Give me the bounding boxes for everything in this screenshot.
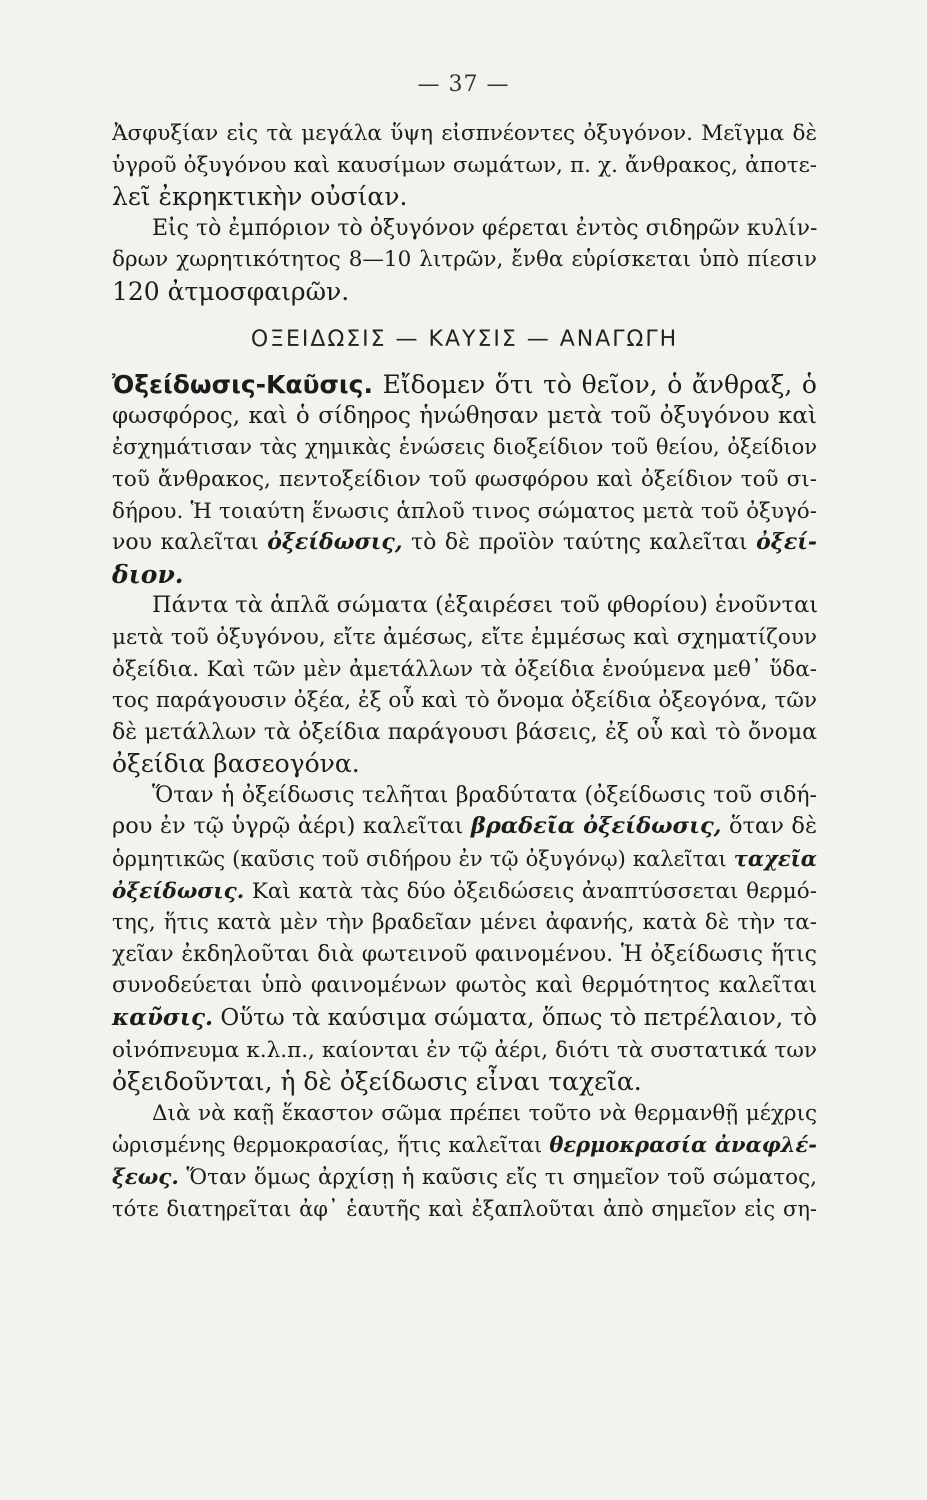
- text-line: Εἰς τὸ ἐμπόριον τὸ ὀξυγόνον φέρεται ἐντὸς σιδηρῶν κυλίν-: [152, 215, 818, 241]
- term-emphasis: ὀξεί-: [756, 529, 817, 556]
- page-body: [112, 118, 817, 1225]
- text-line: Πάντα τὰ ἁπλᾶ σώματα (ἐξαιρέσει τοῦ φθορίου) ἑνοῦνται: [152, 592, 819, 619]
- section-heading: ΟΞΕΙΔΩΣΙΣ — ΚΑΥΣΙΣ — ΑΝΑΓΩΓΗ: [250, 326, 679, 352]
- text-line: οἰνόπνευμα κ.λ.π., καίονται ἐν τῷ ἀέρι, διότι τὰ συστατικά των: [112, 1037, 817, 1063]
- text-line: δήρου. Ἡ τοιαύτη ἕνωσις ἁπλοῦ τινος σώματος μετὰ τοῦ ὀξυγό-: [112, 498, 817, 524]
- text-line: δρων χωρητικότητος 8—10 λιτρῶν, ἔνθα εὑρίσκεται ὑπὸ πίεσιν: [112, 247, 817, 273]
- page-number: — 37 —: [417, 72, 510, 97]
- term-emphasis: διον.: [112, 559, 184, 589]
- text-span: ρου ἐν τῷ ὑγρῷ ἀέρι) καλεῖται: [112, 813, 464, 840]
- text-span: τὸ δὲ προϊὸν ταύτης καλεῖται: [410, 530, 748, 556]
- text-line: μετὰ τοῦ ὀξυγόνου, εἴτε ἀμέσως, εἴτε ἐμμέσως καὶ σχηματίζουν: [112, 624, 817, 650]
- text-line: [112, 1162, 817, 1194]
- term-emphasis: ὀξείδωσις.: [112, 878, 245, 904]
- term-emphasis: ξεως.: [112, 1165, 179, 1190]
- text-line: δὲ μετάλλων τὰ ὀξείδια παράγουσι βάσεις, ἐξ οὗ καὶ τὸ ὄνομα: [112, 719, 817, 745]
- text-line: τος παράγουσιν ὀξέα, ἐξ οὗ καὶ τὸ ὄνομα ὀξείδια ὀξεογόνα, τῶν: [112, 688, 817, 714]
- text-span: Καὶ κατὰ τὰς δύο ὀξειδώσεις ἀναπτύσσεται θερμό-: [251, 878, 817, 904]
- text-span: νου καλεῖται: [112, 530, 259, 556]
- text-line: 120 ἀτμοσφαιρῶν.: [112, 276, 350, 306]
- text-span: Εἴδομεν ὅτι τὸ θεῖον, ὁ ἄνθραξ, ὁ: [382, 370, 817, 400]
- text-line: [112, 527, 817, 559]
- term-emphasis: ὀξείδωσις,: [267, 529, 403, 556]
- text-line: Ὅταν ἡ ὀξείδωσις τελῆται βραδύτατα (ὀξείδωσις τοῦ σιδή-: [152, 782, 817, 808]
- text-line: [112, 876, 817, 908]
- text-line: [112, 559, 817, 591]
- text-line: ἐσχημάτισαν τὰς χημικὰς ἑνώσεις διοξείδιον τοῦ θείου, ὀξείδιον: [112, 435, 817, 460]
- text-line: ὀξείδια. Καὶ τῶν μὲν ἀμετάλλων τὰ ὀξείδια ἑνούμενα μεθ᾽ ὕδα-: [112, 656, 817, 682]
- paragraph-lead-term: Ὀξείδωσις-Καῦσις.: [112, 370, 373, 400]
- text-line: χεῖαν ἐκδηλοῦται διὰ φωτεινοῦ φαινομένου. Ἡ ὀξείδωσις ἥτις: [112, 941, 817, 967]
- term-emphasis: βραδεῖα ὀξείδωσις,: [470, 813, 722, 840]
- text-span: Ὅταν ὅμως ἀρχίσῃ ἡ καῦσις εἴς τι σημεῖον τοῦ σώματος,: [186, 1165, 817, 1190]
- text-line: λεῖ ἐκρηκτικὴν οὐσίαν.: [112, 182, 408, 212]
- text-line: [112, 1002, 817, 1035]
- text-line: [112, 1129, 817, 1162]
- term-emphasis: θερμοκρασία ἀναφλέ-: [549, 1132, 817, 1158]
- text-line: φωσφόρος, καὶ ὁ σίδηρος ἡνώθησαν μετὰ τοῦ ὀξυγόνου καὶ: [112, 402, 817, 429]
- term-emphasis: καῦσις.: [112, 1004, 213, 1032]
- text-line: ὀξείδια βασεογόνα.: [112, 749, 360, 779]
- text-line: συνοδεύεται ὑπὸ φαινομένων φωτὸς καὶ θερμότητος καλεῖται: [112, 973, 817, 999]
- text-line: ὑγροῦ ὀξυγόνου καὶ καυσίμων σωμάτων, π. χ. ἄνθρακος, ἀποτε-: [112, 152, 817, 178]
- text-line: [112, 811, 817, 843]
- text-line: τοῦ ἄνθρακος, πεντοξείδιον τοῦ φωσφόρου καὶ ὀξείδιον τοῦ σι-: [112, 466, 817, 492]
- text-line: τότε διατηρεῖται ἀφ᾽ ἑαυτῆς καὶ ἐξαπλοῦται ἀπὸ σημεῖον εἰς ση-: [112, 1196, 817, 1221]
- text-span: ὁρμητικῶς (καῦσις τοῦ σιδήρου ἐν τῷ ὀξυγόνῳ) καλεῖται: [112, 847, 727, 872]
- text-span: ὅταν δὲ: [729, 813, 818, 840]
- text-line: Διὰ νὰ καῇ ἕκαστον σῶμα πρέπει τοῦτο νὰ θερμανθῇ μέχρις: [152, 1100, 817, 1126]
- text-line: Ἀσφυξίαν εἰς τὰ μεγάλα ὕψη εἰσπνέοντες ὀξυγόνον. Μεῖγμα δὲ: [112, 121, 817, 146]
- text-span: Οὕτω τὰ καύσιμα σώματα, ὅπως τὸ πετρέλαιον, τὸ: [220, 1005, 818, 1032]
- term-emphasis: ταχεῖα: [733, 846, 817, 872]
- text-span: ὡρισμένης θερμοκρασίας, ἥτις καλεῖται: [112, 1133, 543, 1158]
- text-line: [112, 843, 817, 876]
- text-line: [112, 369, 817, 401]
- text-line: ὀξειδοῦνται, ἡ δὲ ὀξείδωσις εἶναι ταχεῖα.: [112, 1067, 642, 1097]
- text-line: της, ἥτις κατὰ μὲν τὴν βραδεῖαν μένει ἀφανής, κατὰ δὲ τὴν τα-: [112, 910, 817, 936]
